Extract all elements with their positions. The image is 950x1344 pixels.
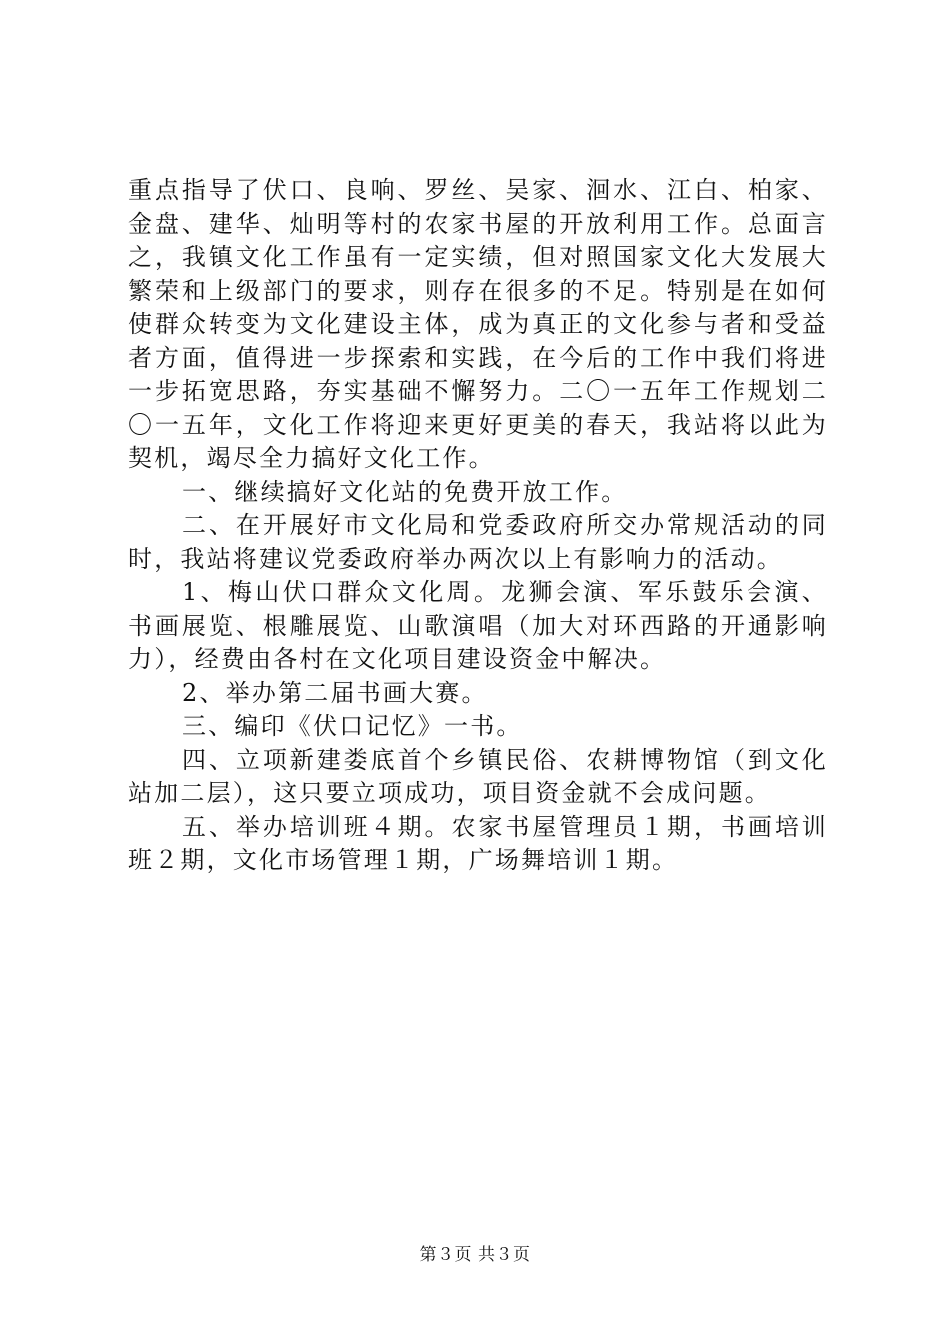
paragraph-item-4: 四、立项新建娄底首个乡镇民俗、农耕博物馆（到文化站加二层），这只要立项成功，项目资金就不会成问题。 (128, 745, 828, 807)
paragraph-subitem-2: 2、举办第二届书画大赛。 (182, 678, 488, 707)
paragraph-item-3: 三、编印《伏口记忆》一书。 (182, 712, 523, 740)
paragraph-item-2: 二、在开展好市文化局和党委政府所交办常规活动的同时，我站将建议党委政府举办两次以上有影响力的活动。 (128, 511, 828, 573)
page-number-footer: 第３页 共３页 (419, 1245, 531, 1265)
document-body (128, 174, 828, 878)
paragraph-item-1: 一、继续搞好文化站的免费开放工作。 (182, 477, 628, 506)
paragraph-subitem-1: 1、梅山伏口群众文化周。龙狮会演、军乐鼓乐会演、书画展览、根雕展览、山歌演唱（加大对环西路的开通影响力），经费由各村在文化项目建设资金中解决。 (128, 578, 828, 673)
paragraph-summary: 重点指导了伏口、良响、罗丝、吴家、洄水、江白、柏家、金盘、建华、灿明等村的农家书屋的开放利用工作。总面言之，我镇文化工作虽有一定实绩，但对照国家文化大发展大繁荣和上级部门的要求，则存在很多的不足。特别是在如何使群众转变为文化建设主体，成为真正的文化参与者和受益者方面，值得进一步探索和实践，在今后的工作中我们将进一步拓宽思路，夯实基础不懈努力。二〇一五年工作规划二〇一五年，文化工作将迎来更好更美的春天，我站将以此为契机，竭尽全力搞好文化工作。 (128, 176, 828, 472)
paragraph-item-5: 五、举办培训班４期。农家书屋管理员１期，书画培训班２期，文化市场管理１期，广场舞培训１期。 (128, 812, 828, 874)
